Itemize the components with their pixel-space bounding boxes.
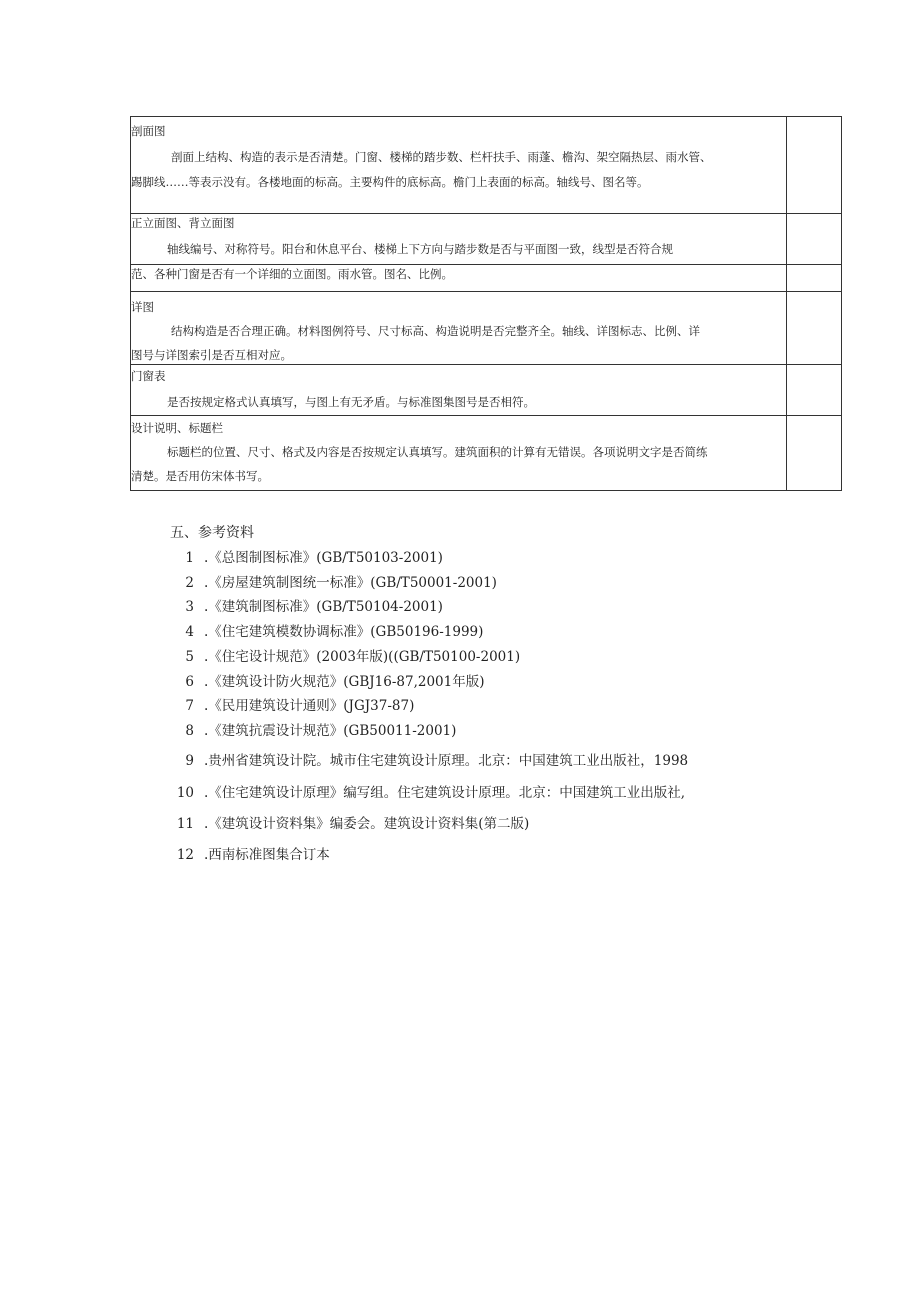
checklist-content-cell: [131, 365, 787, 416]
section-text-line: 范、各种门窗是否有一个详细的立面图。雨水管。图名、比例。: [131, 267, 453, 281]
reference-item: [166, 722, 456, 740]
checklist-content-cell: [131, 292, 787, 365]
section-heading: 门窗表: [131, 369, 166, 383]
reference-number: 7: [185, 698, 194, 714]
reference-text: .《建筑抗震设计规范》(GB50011-2001): [204, 723, 457, 739]
section-text-line: 标题栏的位置、尺寸、格式及内容是否按规定认真填写。建筑面积的计算有无错误。各项说明文字是否简练: [167, 445, 708, 459]
reference-item: [166, 815, 529, 833]
reference-number: 5: [185, 649, 194, 665]
reference-text: .《住宅设计规范》(2003年版)((GB/T50100-2001): [204, 649, 521, 665]
reference-text: .《房屋建筑制图统一标准》(GB/T50001-2001): [204, 575, 497, 591]
checklist-content-cell: [131, 117, 787, 214]
reference-number: 9: [185, 753, 194, 769]
checklist-check-cell: [787, 117, 842, 214]
reference-text: .《住宅建筑模数协调标准》(GB50196-1999): [204, 624, 484, 640]
reference-text: .贵州省建筑设计院。城市住宅建筑设计原理。北京：中国建筑工业出版社，1998: [204, 753, 689, 769]
reference-text: .《民用建筑设计通则》(JGJ37-87): [204, 698, 415, 714]
section-text-line: 是否按规定格式认真填写，与图上有无矛盾。与标准图集图号是否相符。: [167, 395, 535, 409]
reference-text: .西南标准图集合订本: [204, 847, 330, 863]
reference-number: 4: [185, 624, 194, 640]
section-text-line: 剖面上结构、构造的表示是否清楚。门窗、楼梯的踏步数、栏杆扶手、雨蓬、檐沟、架空隔热层、雨水管、: [171, 150, 712, 164]
reference-number: 10: [176, 785, 194, 801]
reference-number: 8: [185, 723, 194, 739]
checklist-check-cell: [787, 214, 842, 265]
checklist-check-cell: [787, 416, 842, 491]
section-text-line: 踢脚线……等表示没有。各楼地面的标高。主要构件的底标高。檐门上表面的标高。轴线号、图名等。: [131, 175, 649, 189]
reference-number: 11: [176, 816, 194, 832]
checklist-row-elevation: [131, 214, 842, 265]
reference-number: 2: [185, 575, 194, 591]
reference-item: [166, 673, 485, 691]
checklist-row-design-notes: [131, 416, 842, 491]
section-text-line: 轴线编号、对称符号。阳台和休息平台、楼梯上下方向与踏步数是否与平面图一致，线型是否符合规: [167, 242, 673, 256]
checklist-content-cell: [131, 214, 787, 265]
review-checklist-table: [130, 116, 842, 491]
reference-number: 1: [185, 550, 194, 566]
section-text-line: 图号与详图索引是否互相对应。: [131, 348, 292, 362]
reference-text: .《建筑设计防火规范》(GBJ16-87,2001年版): [204, 674, 485, 690]
checklist-check-cell: [787, 265, 842, 292]
section-text-line: 清楚。是否用仿宋体书写。: [131, 469, 269, 483]
references-title: 五、参考资料: [170, 525, 254, 541]
checklist-row-detail: [131, 292, 842, 365]
section-text-line: 结构构造是否合理正确。材料图例符号、尺寸标高、构造说明是否完整齐全。轴线、详图标志、比例、详: [171, 324, 700, 338]
reference-item: [166, 598, 443, 616]
reference-item: [166, 623, 483, 641]
reference-item: [166, 846, 330, 864]
checklist-row-section: [131, 117, 842, 214]
section-heading: 详图: [131, 300, 154, 314]
reference-item: [166, 697, 414, 715]
reference-text: .《建筑设计资料集》编委会。建筑设计资料集(第二版): [204, 816, 530, 832]
reference-item: [166, 784, 685, 802]
reference-item: [166, 549, 443, 567]
reference-item: [166, 648, 520, 666]
checklist-check-cell: [787, 292, 842, 365]
checklist-content-cell: [131, 416, 787, 491]
reference-number: 12: [176, 847, 194, 863]
reference-number: 6: [185, 674, 194, 690]
checklist-row-door-window: [131, 365, 842, 416]
reference-text: .《建筑制图标准》(GB/T50104-2001): [204, 599, 443, 615]
checklist-check-cell: [787, 365, 842, 416]
reference-text: .《住宅建筑设计原理》编写组。住宅建筑设计原理。北京：中国建筑工业出版社,: [204, 785, 686, 801]
section-heading: 剖面图: [131, 124, 166, 138]
reference-item: [166, 574, 497, 592]
reference-number: 3: [185, 599, 194, 615]
reference-item: [166, 752, 688, 770]
reference-text: .《总图制图标准》(GB/T50103-2001): [204, 550, 443, 566]
section-heading: 设计说明、标题栏: [131, 421, 223, 435]
checklist-content-cell: [131, 265, 787, 292]
section-heading: 正立面图、背立面图: [131, 216, 235, 230]
checklist-row-elevation-cont: [131, 265, 842, 292]
